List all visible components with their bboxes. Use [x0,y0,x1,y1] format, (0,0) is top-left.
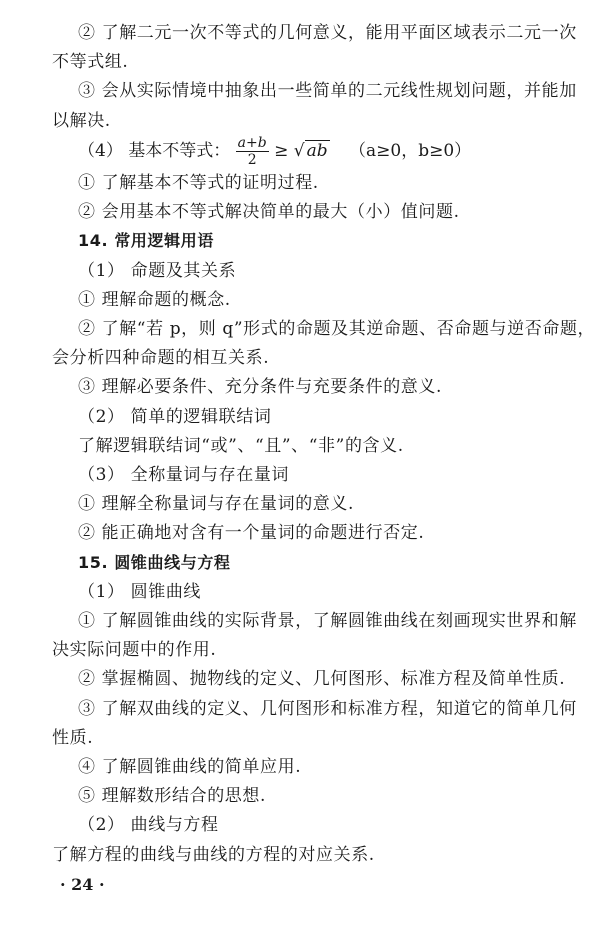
text-line: ③ 了解双曲线的定义、几何图形和标准方程，知道它的简单几何 [78,698,577,719]
text-line: 性质. [52,727,94,748]
text-line: 了解逻辑联结词“或”、“且”、“非”的含义. [78,435,404,456]
text-line: ① 理解命题的概念. [78,289,231,310]
text-line: ② 了解二元一次不等式的几何意义，能用平面区域表示二元一次 [78,23,577,43]
text-line: ① 了解基本不等式的证明过程. [78,173,319,193]
basic-inequality-line [78,135,471,168]
square-root: √ ab [293,141,328,162]
text-line: 以解决. [52,110,111,131]
text-line: 决实际问题中的作用. [52,640,217,661]
text-line: ② 掌握椭圆、抛物线的定义、几何图形、标准方程及简单性质. [78,669,566,690]
condition-text: （a≥0，b≥0） [349,140,472,161]
fraction-numerator: a+b [237,134,267,151]
text-line: ③ 会从实际情境中抽象出一些简单的二元线性规划问题，并能加 [78,81,577,102]
text-line: ① 理解全称量词与存在量词的意义. [78,494,355,515]
radicand: ab [306,141,328,162]
page-number: · 24 · [60,874,105,894]
text-line: （2） 简单的逻辑联结词 [78,406,272,427]
text-fragment: （4） 基本不等式： [78,140,231,161]
text-line: ② 会用基本不等式解决简单的最大（小）值问题. [78,202,460,223]
text-line: 不等式组. [52,52,129,73]
text-line: 会分析四种命题的相互关系. [52,348,270,369]
text-line: ③ 理解必要条件、充分条件与充要条件的意义. [78,377,443,398]
fraction-denominator: 2 [247,151,257,168]
fraction [236,135,269,168]
text-line: （1） 圆锥曲线 [78,581,202,602]
section-heading: 14. 常用逻辑用语 [78,231,214,251]
text-line: （1） 命题及其关系 [78,260,237,281]
text-line: （2） 曲线与方程 [78,815,219,836]
text-line: （3） 全称量词与存在量词 [78,465,290,485]
text-line: ⑤ 理解数形结合的思想. [78,786,267,807]
section-heading: 15. 圆锥曲线与方程 [78,552,231,572]
text-line: ② 能正确地对含有一个量词的命题进行否定. [78,523,425,544]
geq-symbol: ≥ [274,140,289,161]
text-line: 了解方程的曲线与曲线的方程的对应关系. [52,844,375,865]
text-line: ① 了解圆锥曲线的实际背景，了解圆锥曲线在刻画现实世界和解 [78,611,577,631]
text-line: ④ 了解圆锥曲线的简单应用. [78,757,302,777]
text-line: ② 了解“若 p，则 q”形式的命题及其逆命题、否命题与逆否命题， [78,319,596,339]
